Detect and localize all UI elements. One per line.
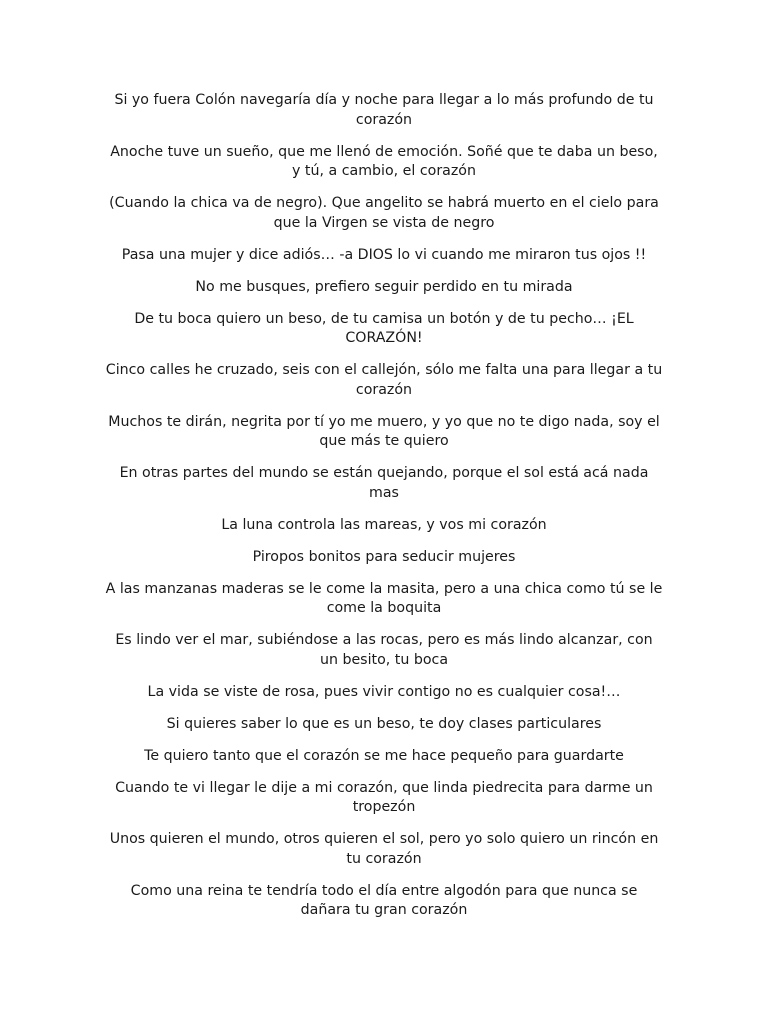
paragraph-7: Cinco calles he cruzado, seis con el callejón, sólo me falta una para llegar a tu corazón bbox=[105, 362, 663, 398]
paragraph-10: La luna controla las mareas, y vos mi corazón bbox=[221, 516, 547, 533]
paragraph-17: Cuando te vi llegar le dije a mi corazón, que linda piedrecita para darme un tropezón bbox=[115, 779, 653, 815]
paragraph-15: Si quieres saber lo que es un beso, te doy clases particulares bbox=[166, 715, 602, 732]
paragraph-13: Es lindo ver el mar, subiéndose a las rocas, pero es más lindo alcanzar, con un besito, tu boca bbox=[115, 632, 653, 668]
paragraph-3: (Cuando la chica va de negro). Que angelito se habrá muerto en el cielo para que la Virgen se vista de negro bbox=[109, 195, 659, 231]
paragraph-4: Pasa una mujer y dice adiós… -a DIOS lo vi cuando me miraron tus ojos !! bbox=[121, 246, 647, 263]
paragraph-11: Piropos bonitos para seducir mujeres bbox=[252, 548, 516, 565]
paragraph-16: Te quiero tanto que el corazón se me hace pequeño para guardarte bbox=[144, 747, 624, 764]
paragraph-1: Si yo fuera Colón navegaría día y noche para llegar a lo más profundo de tu corazón bbox=[114, 92, 654, 128]
paragraph-9: En otras partes del mundo se están quejando, porque el sol está acá nada mas bbox=[119, 465, 649, 501]
paragraph-18: Unos quieren el mundo, otros quieren el sol, pero yo solo quiero un rincón en tu corazón bbox=[109, 831, 659, 867]
paragraph-19: Como una reina te tendría todo el día entre algodón para que nunca se dañara tu gran corazón bbox=[130, 882, 638, 918]
paragraph-6: De tu boca quiero un beso, de tu camisa un botón y de tu pecho… ¡EL CORAZÓN! bbox=[134, 310, 634, 346]
paragraph-2: Anoche tuve un sueño, que me llenó de emoción. Soñé que te daba un beso, y tú, a cambio, el corazón bbox=[110, 143, 658, 179]
document-page bbox=[105, 91, 663, 933]
paragraph-5: No me busques, prefiero seguir perdido en tu mirada bbox=[195, 278, 573, 295]
paragraph-8: Muchos te dirán, negrita por tí yo me muero, y yo que no te digo nada, soy el que más te quiero bbox=[108, 413, 660, 449]
paragraph-14: La vida se viste de rosa, pues vivir contigo no es cualquier cosa!… bbox=[147, 683, 621, 700]
paragraph-12: A las manzanas maderas se le come la masita, pero a una chica como tú se le come la boquita bbox=[105, 580, 663, 616]
